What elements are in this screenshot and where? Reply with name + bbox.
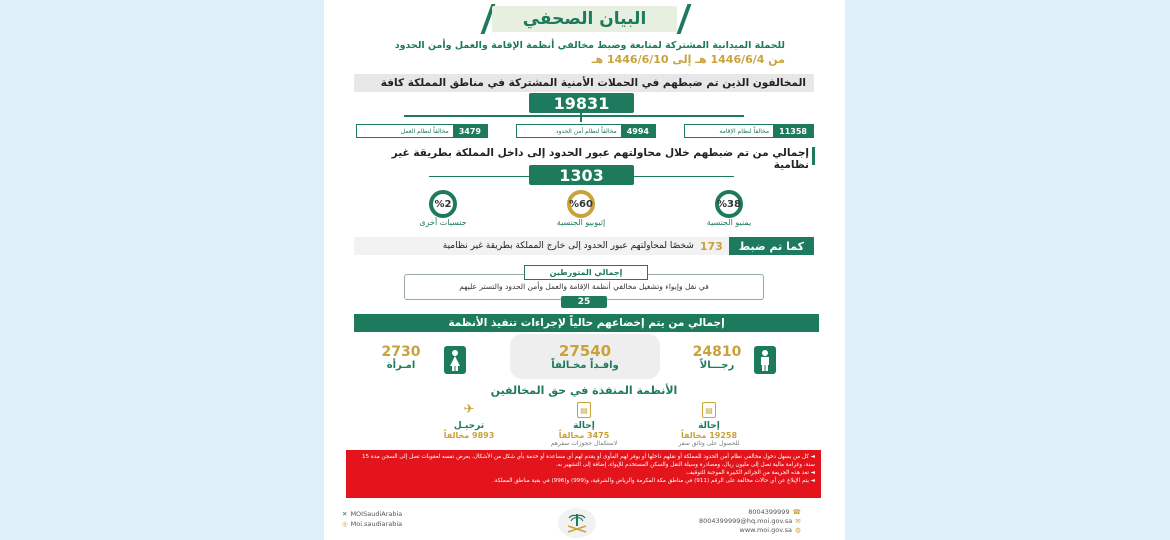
warning-line-2: ◄ تعد هذه الجريمة من الجرائم الكبيرة الموجبة للتوقيف. <box>685 470 815 476</box>
footer-handle-1[interactable]: MOISaudiArabia <box>350 510 403 518</box>
airplane-icon: ✈ <box>463 402 475 417</box>
footer-contacts <box>699 508 801 534</box>
involved-count: 25 <box>561 296 607 308</box>
share-yemeni-circle: %38 <box>715 190 743 218</box>
document-icon: ▤ <box>702 402 716 418</box>
arrested-item-border: 4994 مخالفاً لنظام أمن الحدود <box>516 124 656 138</box>
warning-line-3: ◄ يتم الإبلاغ عن أي حالات مخالفة على الرقم (911) في مناطق مكة المكرمة والرياض والشرقية، و(999) و(996) في بقية مناطق المملكة. <box>493 478 815 484</box>
subtitle-date-range: من 1446/6/4 هـ إلى 1446/6/10 هـ <box>591 53 785 66</box>
inside-total: 1303 <box>529 165 634 185</box>
total-violators-stat <box>520 342 650 371</box>
palm-swords-icon <box>564 512 590 534</box>
system-referral-booking: ▤ إحالة 3475 مخالفاً لاستكمال حجوزات سفرهم <box>529 402 639 447</box>
press-release-card <box>324 0 845 540</box>
outside-row <box>354 237 814 255</box>
total-violators-label: وافـداً مخـالفاً <box>551 360 619 371</box>
share-other-label: جنسيات أخرى <box>419 218 467 227</box>
women-value: 2730 <box>381 344 421 360</box>
warning-box <box>346 450 821 498</box>
document-icon: ▤ <box>577 402 591 418</box>
subtitle <box>395 40 785 66</box>
footer-social <box>342 510 402 528</box>
share-ethiopian-circle: %60 <box>567 190 595 218</box>
instagram-icon: ◎ <box>342 520 348 528</box>
ministry-emblem <box>558 508 596 538</box>
phone-icon: ☎ <box>792 508 801 516</box>
footer-phone[interactable]: 8004399999 <box>748 508 790 516</box>
arrested-item-residency: 11358 مخالفاً لنظام الإقامة <box>684 124 814 138</box>
arrested-item-labor: 3479 مخالفاً لنظام العمل <box>356 124 488 138</box>
tree-branch <box>404 115 744 117</box>
title-slash-right <box>677 4 692 34</box>
email-icon: ✉ <box>795 517 801 525</box>
share-ethiopian <box>546 190 616 227</box>
system-deportation: ✈ ترحيـل 9893 مخالفاً <box>414 402 524 440</box>
inside-branch-right <box>634 176 734 177</box>
men-stat <box>684 344 750 371</box>
man-icon <box>754 346 776 374</box>
inside-heading-marker <box>812 147 815 165</box>
twitter-icon: ✕ <box>342 510 348 518</box>
share-other-circle: %2 <box>429 190 457 218</box>
outside-text: شخصًا لمحاولتهم عبور الحدود إلى خارج المملكة بطريقة غير نظامية <box>442 241 694 251</box>
arrested-heading: المخالفون الذين تم ضبطهم في الحملات الأمنية المشتركة في مناطق المملكة كافة <box>354 74 814 92</box>
share-yemeni-label: يمنيو الجنسية <box>706 218 752 227</box>
footer-handle-2[interactable]: Moi.saudiarabia <box>350 520 403 528</box>
footer-website[interactable]: www.moi.gov.sa <box>739 526 793 534</box>
warning-line-1: ◄ كل من يسهل دخول مخالفي نظام أمن الحدود للمملكة أو نقلهم داخلها أو يوفر لهم المأوى أو يقدم لهم أي مساعدة أو خدمة بأي شكل من الأشكال، يعرض نفسه لعقوبات تصل إلى السجن مدة 15 سنة، وغرامة مالية تصل إلى مليون ريال، ومصادرة وسيلة النقل والسكن المستخدم للإيواء، إضافة إلى التشهير به. <box>361 454 815 468</box>
globe-icon: ◍ <box>795 526 801 534</box>
involved-title: إجمالي المتورطين <box>524 265 648 280</box>
outside-count: 173 <box>699 239 723 253</box>
subtitle-line1: للحملة الميدانية المشتركة لمتابعة وضبط مخالفي أنظمة الإقامة والعمل وأمن الحدود <box>394 40 785 51</box>
procedures-heading: إجمالي من يتم إخضاعهم حالياً لإجراءات تنفيذ الأنظمة <box>354 314 819 332</box>
page-title: البيان الصحفي <box>492 6 677 32</box>
system-referral-docs: ▤ إحالة 19258 مخالفاً للحصول على وثائق سفر <box>654 402 764 447</box>
inside-branch-left <box>429 176 529 177</box>
women-stat <box>368 344 434 371</box>
total-violators-value: 27540 <box>558 342 612 360</box>
share-other <box>408 190 478 227</box>
share-yemeni <box>694 190 764 227</box>
systems-heading: الأنظمة المنفذة في حق المخالفين <box>490 384 678 397</box>
men-label: رجـــالاً <box>699 360 735 371</box>
woman-icon <box>444 346 466 374</box>
men-value: 24810 <box>692 344 742 360</box>
outside-tag: كما تم ضبط <box>729 237 814 255</box>
women-label: امـرأة <box>386 360 416 371</box>
share-ethiopian-label: إثيوبيو الجنسية <box>556 218 606 227</box>
footer-email[interactable]: 8004399999@hq.moi.gov.sa <box>699 517 793 525</box>
arrested-total: 19831 <box>529 93 634 113</box>
involved-text: في نقل وإيواء وتشغيل مخالفي أنظمة الإقامة والعمل وأمن الحدود والتستر عليهم <box>459 282 709 291</box>
tree-stem <box>580 112 582 122</box>
inside-heading: إجمالي من تم ضبطهم خلال محاولتهم عبور الحدود إلى داخل المملكة بطريقة غير نظامية <box>391 147 809 171</box>
